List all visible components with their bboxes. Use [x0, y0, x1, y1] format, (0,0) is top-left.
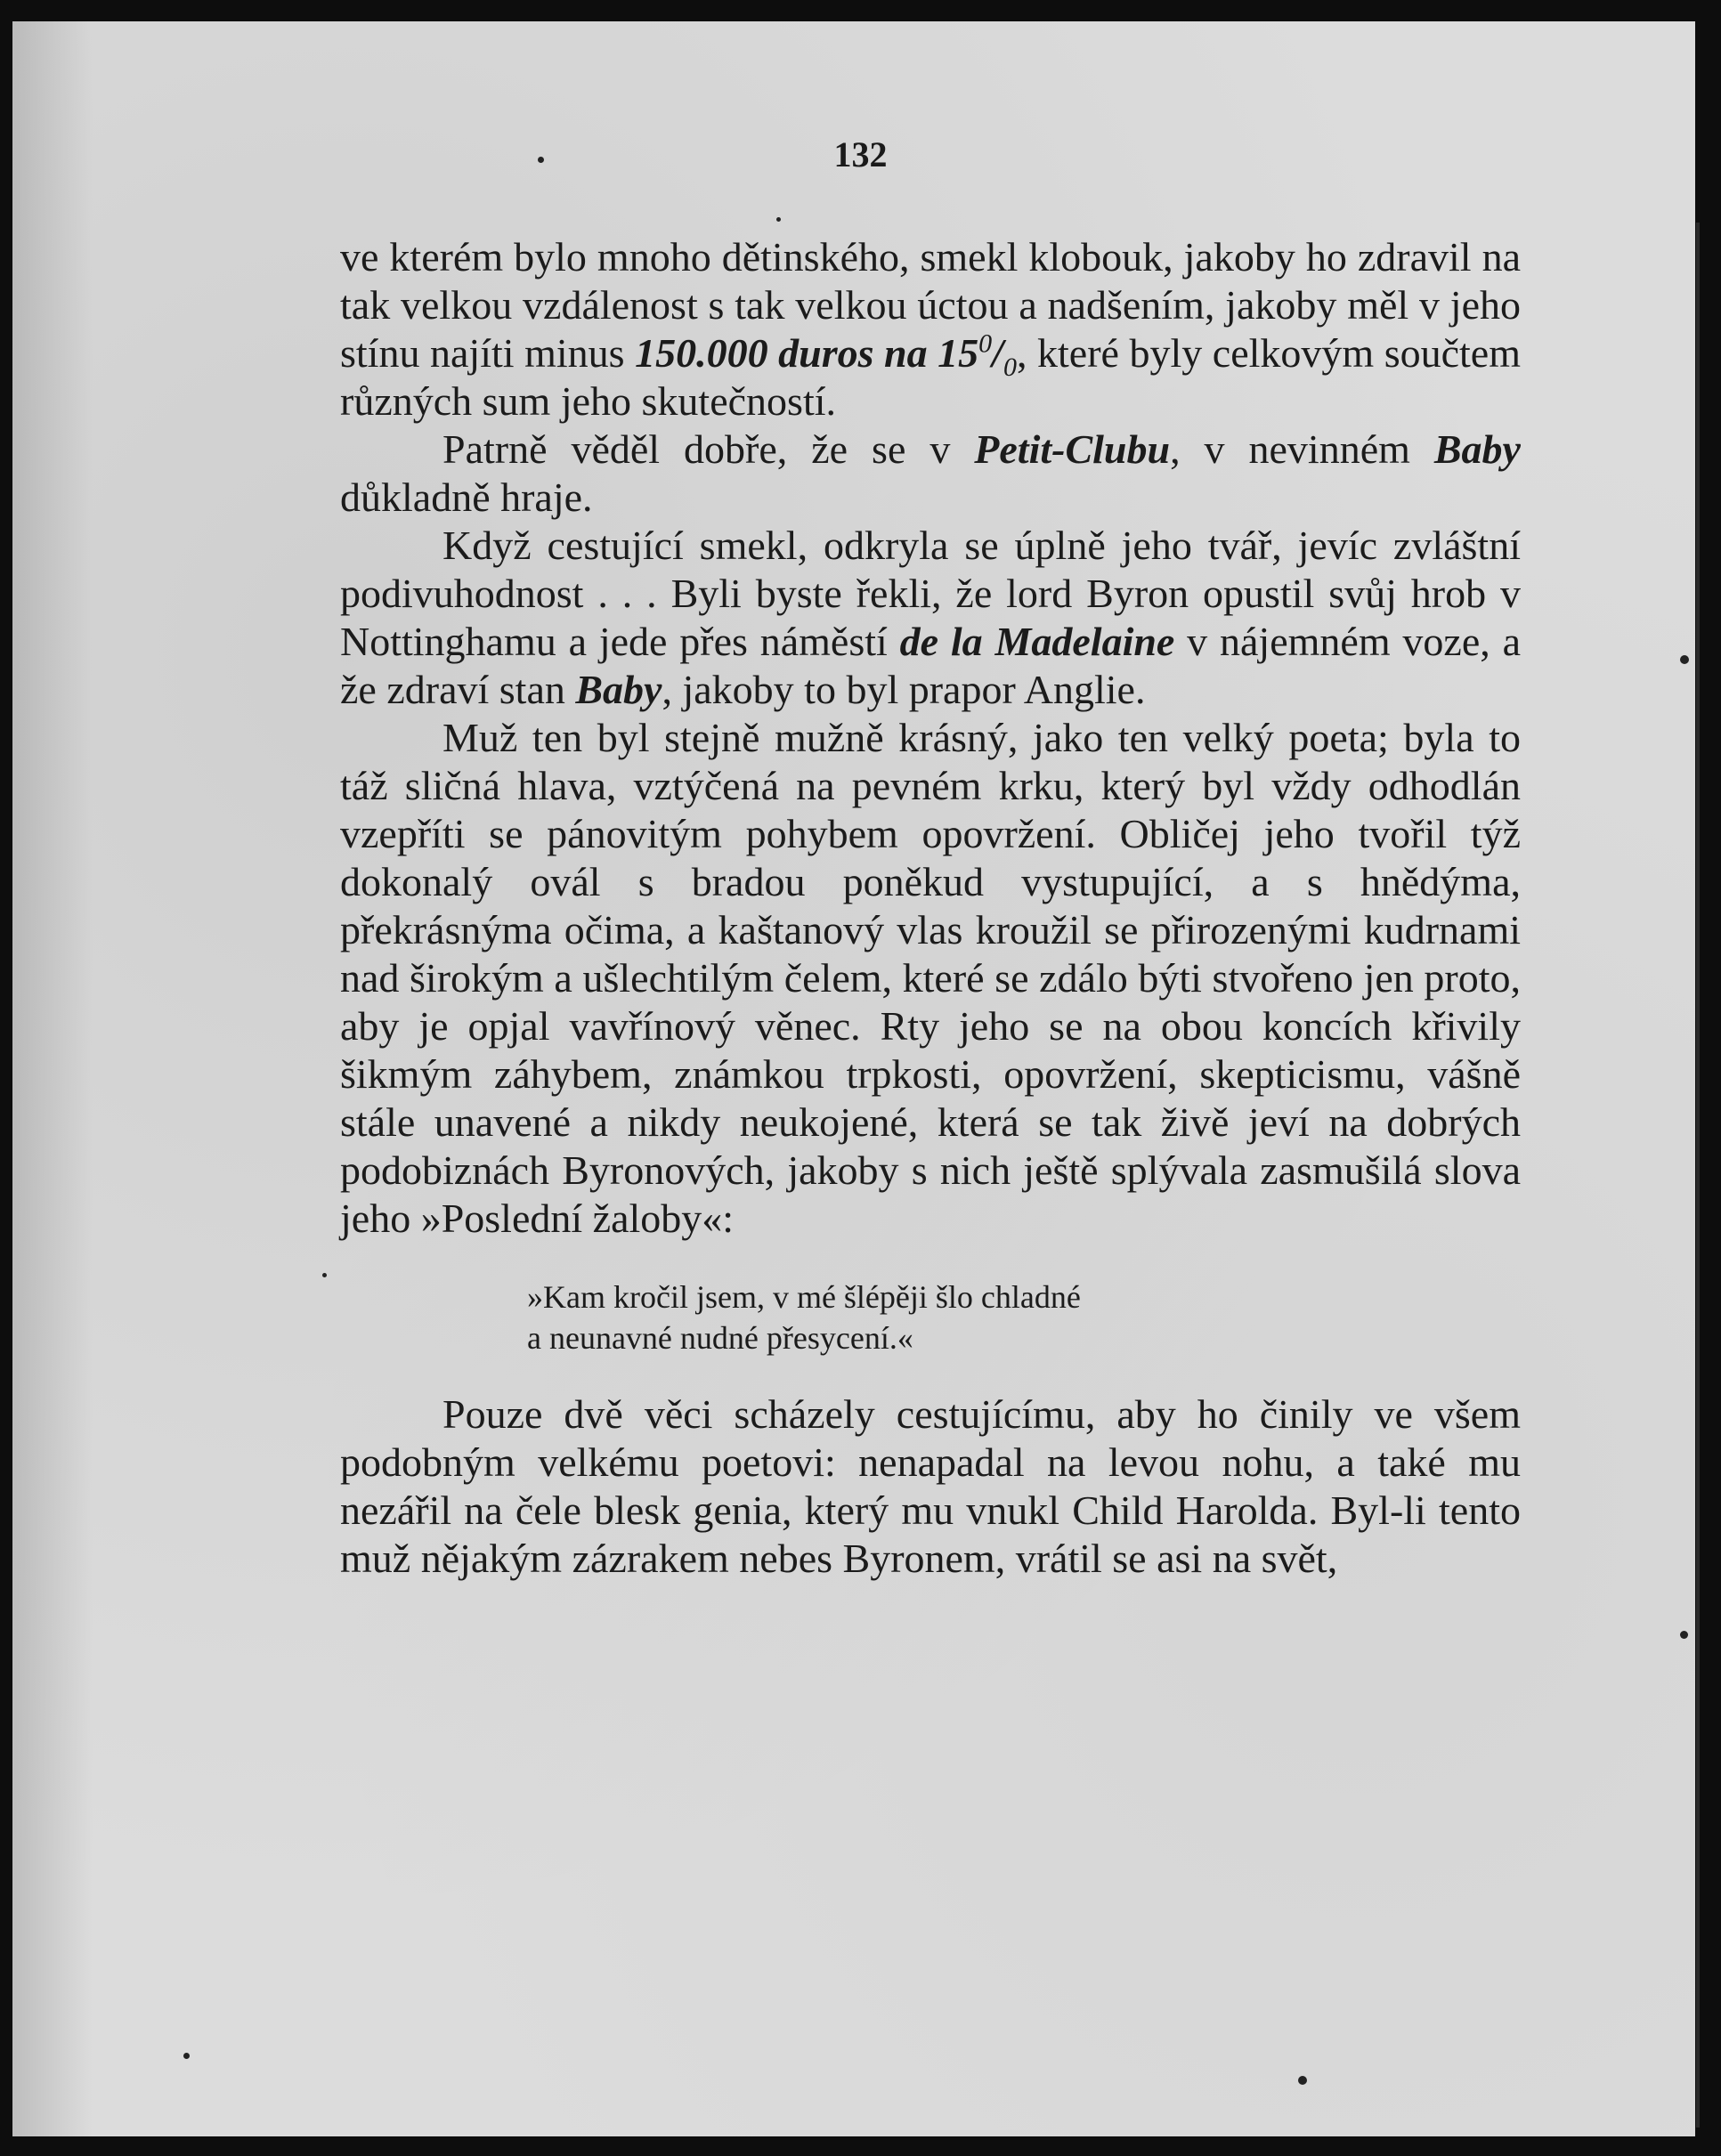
- text-segment: Muž ten byl stejně mužně krásný, jako ten velký poeta; byla to táž sličná hlava, vztýčená na pevném krku, který byl vždy odhodlán vzepříti se pánovitým pohybem opovržení. Obličej jeho tvořil týž dokonalý ovál s bradou poněkud vystupující, a s hnědýma, překrásnýma očima, a kaštanový vlas kroužil se přirozenými kudrnami nad širokým a ušlechtilým čelem, které se zdálo býti stvořeno jen proto, aby je opjal vavřínový věnec. Rty jeho se na obou koncích křivily šikmým záhybem, známkou trpkosti, opovržení, skepticismu, vášně stále unavené a nikdy neukojené, která se tak živě jeví na dobrých podobiznách Byronových, jakoby s nich ještě splývala zasmušilá slova jeho »Poslední žaloby«:: [340, 715, 1521, 1241]
- text-segment: , v nevinném: [1170, 426, 1434, 472]
- italic-text: Petit-Clubu: [974, 426, 1171, 472]
- paragraph: [340, 426, 1521, 522]
- paragraph: [340, 714, 1521, 1243]
- text-segment: Patrně věděl dobře, že se v: [442, 426, 975, 472]
- italic-text: 150.000 duros na 15: [635, 330, 979, 376]
- paragraphs-after-quote: [340, 1390, 1521, 1583]
- quote-line: a neunavné nudné přesycení.«: [527, 1320, 913, 1356]
- italic-text: 0: [1003, 353, 1017, 383]
- italic-text: de la Madelaine: [899, 619, 1175, 664]
- paragraph: [340, 1390, 1521, 1583]
- paragraph: [340, 233, 1521, 426]
- italic-text: Baby: [575, 667, 662, 712]
- italic-text: 0: [978, 328, 993, 359]
- italic-text: /: [992, 330, 1003, 376]
- text-segment: , jakoby to byl prapor Anglie.: [662, 667, 1146, 712]
- text-segment: , které byly celkovým součtem různých sum jeho skutečností.: [340, 330, 1522, 424]
- text-segment: Když cestující smekl, odkryla se úplně jeho tvář, jevíc zvláštní podivuhodnost . . . Byli byste řekli, že lord Byron opustil svůj hrob v Nottinghamu a jede přes náměstí: [340, 523, 1521, 664]
- text-segment: v nájemném voze, a že zdraví stan: [340, 619, 1521, 712]
- paragraphs-before-quote: [340, 233, 1521, 1243]
- body-text: [340, 233, 1521, 1583]
- paragraph: [340, 522, 1521, 714]
- text-segment: ve kterém bylo mnoho dětinského, smekl klobouk, jakoby ho zdravil na tak velkou vzdálenost s tak velkou úctou a nadšením, jakoby měl v jeho stínu najíti minus: [340, 234, 1521, 376]
- text-segment: důkladně hraje.: [340, 474, 593, 520]
- text-segment: Pouze dvě věci scházely cestujícímu, aby ho činily ve všem podobným velkému poetovi: nenapadal na levou nohu, a také mu nezářil na čele blesk genia, který mu vnukl Child Harolda. Byl-li tento muž nějakým zázrakem nebes Byronem, vrátil se asi na svět,: [340, 1391, 1521, 1581]
- page-edge-rule: [1696, 223, 1700, 2128]
- quote-line: »Kam kročil jsem, v mé šlépěji šlo chladné: [527, 1279, 1081, 1315]
- italic-text: Baby: [1433, 426, 1521, 472]
- page-number: 132: [833, 134, 888, 174]
- verse-quote: [527, 1277, 1521, 1358]
